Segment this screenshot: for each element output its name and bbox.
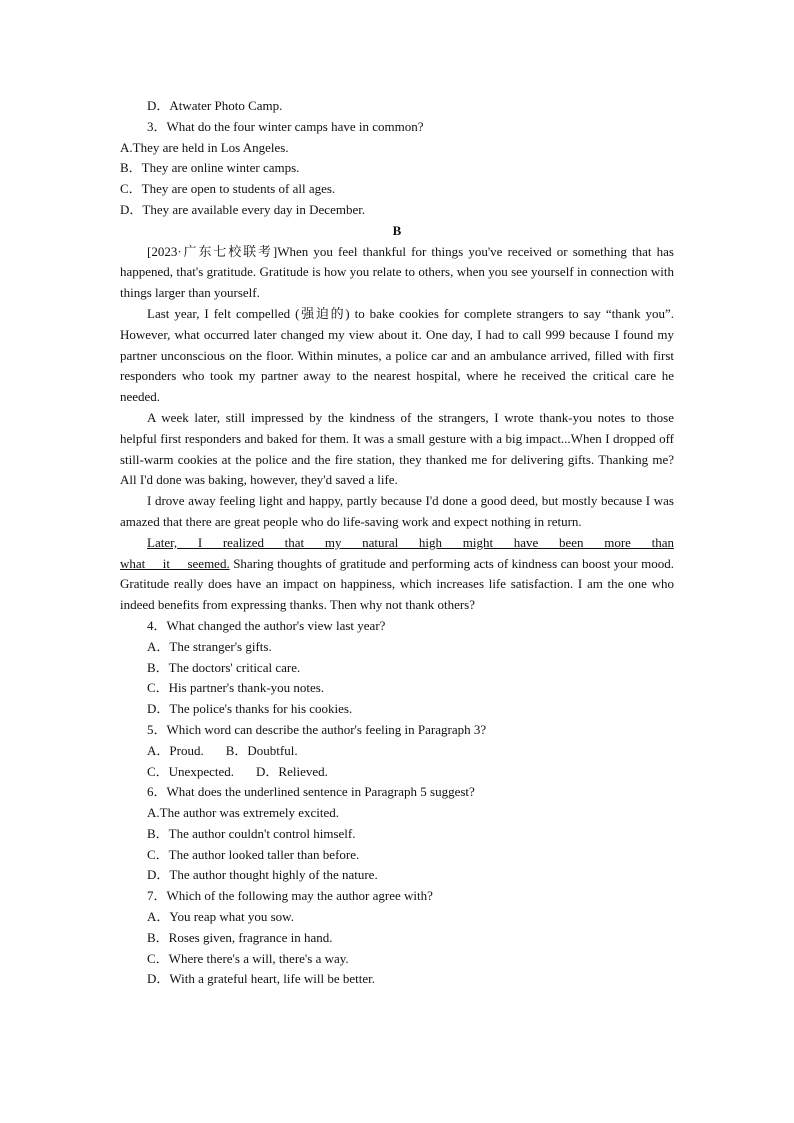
q4-option-c: C．His partner's thank-you notes. [147,680,325,696]
q5-option-d: D．Relieved. [256,763,328,779]
q7-option-a: A．You reap what you sow. [147,909,294,925]
paragraph-5 [120,533,674,616]
paragraph-1 [120,242,674,304]
question-5: 5．Which word can describe the author's feeling in Paragraph 3? [147,721,487,737]
q5-options-row-1 [120,741,674,762]
q6-option-d: D．The author thought highly of the nature. [147,867,378,883]
paragraph-5-text: Sharing thoughts of gratitude and performing acts of kindness can boost your mood. Gratitude really does have an impact on happiness, which increases life satisfaction. I am the one who indeed benefits from expressing thanks. Then why not thank others? [120,555,674,613]
q4-option-d: D．The police's thanks for his cookies. [147,701,353,717]
paragraph-1-text: When you feel thankful for things you've received or something that has happened, that's gratitude. Gratitude is how you relate to others, when you see yourself in connection with things larger than yourself. [120,243,674,301]
q5-option-b: B．Doubtful. [225,742,298,758]
question-4: 4．What changed the author's view last year? [147,617,386,633]
q4-option-b: B．The doctors' critical care. [147,659,301,675]
q3-option-a: A.They are held in Los Angeles. [120,139,289,155]
q3-option-b: B．They are online winter camps. [120,160,300,176]
q3-option-c: C．They are open to students of all ages. [120,181,336,197]
q7-option-b: B．Roses given, fragrance in hand. [147,929,333,945]
q4-option-a: A．The stranger's gifts. [147,638,272,654]
q6-option-c: C．The author looked taller than before. [147,846,360,862]
q5-option-c: C．Unexpected. [147,763,235,779]
paragraph-3: A week later, still impressed by the kindness of the strangers, I wrote thank-you notes to those helpful first responders and baked for them. It was a small gesture with a big impact...When I dropped off still-warm cookies at the police and the fire station, they thanked me for delivering gifts. Thanking me? All I'd done was baking, however, they'd saved a life. [120,409,674,488]
underlined-sentence: Later, I realized that my natural high might have been more than what it seemed. [120,534,674,571]
question-6: 6．What does the underlined sentence in Paragraph 5 suggest? [147,784,475,800]
q7-option-d: D．With a grateful heart, life will be better. [147,971,375,987]
q5-options-row-2 [120,762,674,783]
prev-option-d: D．Atwater Photo Camp. [147,98,283,113]
paragraph-2: Last year, I felt compelled (强迫的) to bake cookies for complete strangers to say “thank you”. However, what occurred later changed my view about it. One day, I had to call 999 because I found my partner unconscious on the floor. Within minutes, a police car and an ambulance arrived, filled with first responders who took my partner away to the nearest hospital, where he received the critical care he needed. [120,305,674,405]
document-page [120,96,674,990]
section-heading: B [392,222,402,238]
source-tag: [2023·广东七校联考] [147,243,278,259]
q5-option-a: A．Proud. [147,742,204,758]
q7-option-c: C．Where there's a will, there's a way. [147,950,349,966]
q6-option-b: B．The author couldn't control himself. [147,825,356,841]
question-7: 7．Which of the following may the author agree with? [147,888,433,904]
paragraph-4: I drove away feeling light and happy, partly because I'd done a good deed, but mostly because I was amazed that there are great people who do life-saving work and expect nothing in return. [120,493,674,529]
q6-option-a: A.The author was extremely excited. [147,805,340,821]
q3-option-d: D．They are available every day in December. [120,201,366,217]
question-3: 3．What do the four winter camps have in common? [147,118,424,134]
